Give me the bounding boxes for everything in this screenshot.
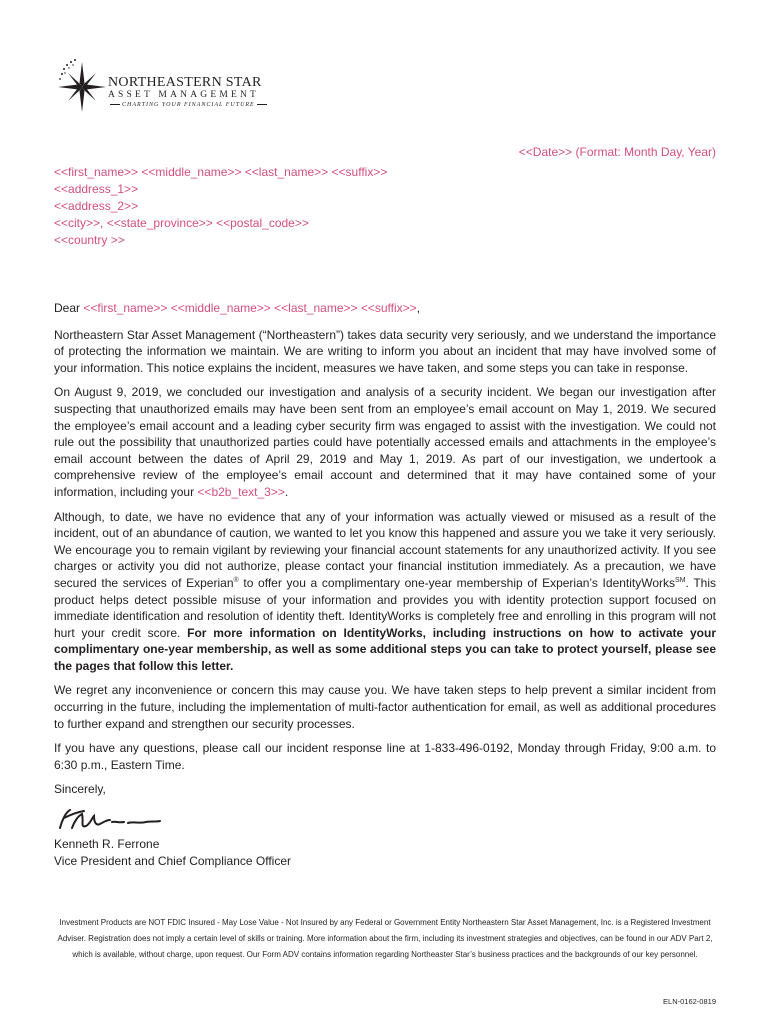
letter-body	[54, 300, 716, 869]
signature-image	[54, 806, 164, 834]
paragraph-precaution-a: Although, to date, we have no evidence that any of your information was actually viewed or misused as a result of the incident, out of an abundance of caution, we wanted to let you know this happened and assure you we take it very seriously. We encourage you to remain vigilant by reviewing your financial account statements for any unauthorized activity. If you see charges or activity you did not authorize, please contact your financial institution immediately. As a precaution, we have secured the services of Experian	[54, 509, 716, 590]
address-line-2: <<address_2>>	[54, 199, 139, 213]
document-code: ELN-0162-0819	[663, 997, 716, 1006]
address-line-city: <<city>>, <<state_province>> <<postal_code>>	[54, 216, 309, 230]
paragraph-regret: We regret any inconvenience or concern this may cause you. We have taken steps to help prevent a similar incident from occurring in the future, including the implementation of multi-factor authentication for email, as well as additional procedures to further expand and strengthen our security processes.	[54, 683, 716, 731]
paragraph-incident	[54, 384, 716, 500]
recipient-address	[54, 164, 387, 249]
signer-name: Kenneth R. Ferrone	[54, 837, 160, 852]
paragraph-precaution-c: . This product helps detect possible misuse of your information and provides you with identity protection support focused on immediate identification and resolution of identity theft. IdentityWorks is completely free and enrolling in this program will not hurt your credit score.	[54, 575, 717, 640]
merge-field-b2b-text: <<b2b_text_3>>	[197, 484, 285, 499]
address-line-country: <<country >>	[54, 233, 125, 247]
compass-star-icon	[56, 56, 106, 116]
signer-title: Vice President and Chief Compliance Officer	[54, 853, 292, 868]
company-logo	[56, 56, 276, 116]
salutation-name: <<first_name>> <<middle_name>> <<last_name>> <<suffix>>	[83, 301, 417, 315]
paragraph-incident-end: .	[284, 484, 289, 499]
address-line-1: <<address_1>>	[54, 182, 139, 196]
closing: Sincerely,	[54, 782, 106, 797]
paragraph-contact: If you have any questions, please call our incident response line at 1-833-496-0192, Monday through Friday, 9:00 a.m. to 6:30 p.m., Eastern Time.	[54, 741, 716, 772]
paragraph-precaution-bold: For more information on IdentityWorks, including instructions on how to activate your complimentary one-year membership, as well as some additional steps you can take to protect yourself, please see the pages that follow this letter.	[54, 625, 716, 673]
paragraph-incident-text: On August 9, 2019, we concluded our investigation and analysis of a security incident. We began our investigation after suspecting that unauthorized emails may have been sent from an employee’s email account on May 1, 2019. We secured the employee’s email account and a leading cyber security firm was engaged to assist with the investigation. We could not rule out the possibility that unauthorized parties could have potentially accessed emails and attachments in the employee’s email account between the dates of April 29, 2019 and May 1, 2019. As part of our investigation, we undertook a comprehensive review of the employee’s email account and determined that it may have contained some of your information, including your	[54, 385, 716, 499]
letter-date: <<Date>> (Format: Month Day, Year)	[518, 145, 716, 159]
logo-company-name: NORTHEASTERN STAR	[108, 75, 262, 90]
salutation-prefix: Dear	[54, 301, 84, 315]
address-line-name: <<first_name>> <<middle_name>> <<last_name>> <<suffix>>	[54, 165, 388, 179]
salutation	[54, 300, 716, 317]
salutation-comma: ,	[416, 301, 421, 315]
registered-mark: ®	[233, 576, 239, 584]
logo-subtitle: ASSET MANAGEMENT	[108, 90, 260, 100]
logo-tagline-text: CHARTING YOUR FINANCIAL FUTURE	[122, 102, 255, 108]
paragraph-precaution	[54, 509, 716, 675]
paragraph-intro: Northeastern Star Asset Management (“Northeastern”) takes data security very seriously, and we understand the importance of protecting the information we maintain. We are writing to inform you about an incident that may have involved some of your information. This notice explains the incident, measures we have taken, and some steps you can take in response.	[54, 327, 716, 375]
footer-disclaimer: Investment Products are NOT FDIC Insured - May Lose Value - Not Insured by any Federal or Government Entity Northeastern Star Asset Management, Inc. is a Registered Investment Adviser. Registration does not imply a certain level of skills or training. More information about the firm, including its investment strategies and objectives, can be found in our ADV Part 2, which is available, without charge, upon request. Our Form ADV contains information regarding Northeaster Star’s business practices and the backgrounds of our key personnel.	[57, 918, 713, 959]
service-mark: SM	[675, 576, 686, 584]
paragraph-precaution-b: to offer you a complimentary one-year membership of Experian’s IdentityWorks	[238, 575, 676, 590]
logo-tagline	[108, 102, 269, 108]
